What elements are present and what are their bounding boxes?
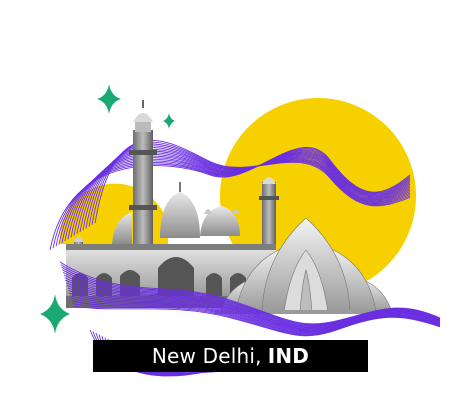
sparkle-icon — [40, 294, 70, 334]
city-name: New Delhi — [151, 344, 256, 368]
country-code: IND — [267, 344, 310, 368]
sparkle-icon — [97, 84, 121, 114]
location-caption — [93, 340, 368, 372]
caption-separator: , — [255, 344, 262, 368]
sparkle-icon — [163, 113, 175, 129]
